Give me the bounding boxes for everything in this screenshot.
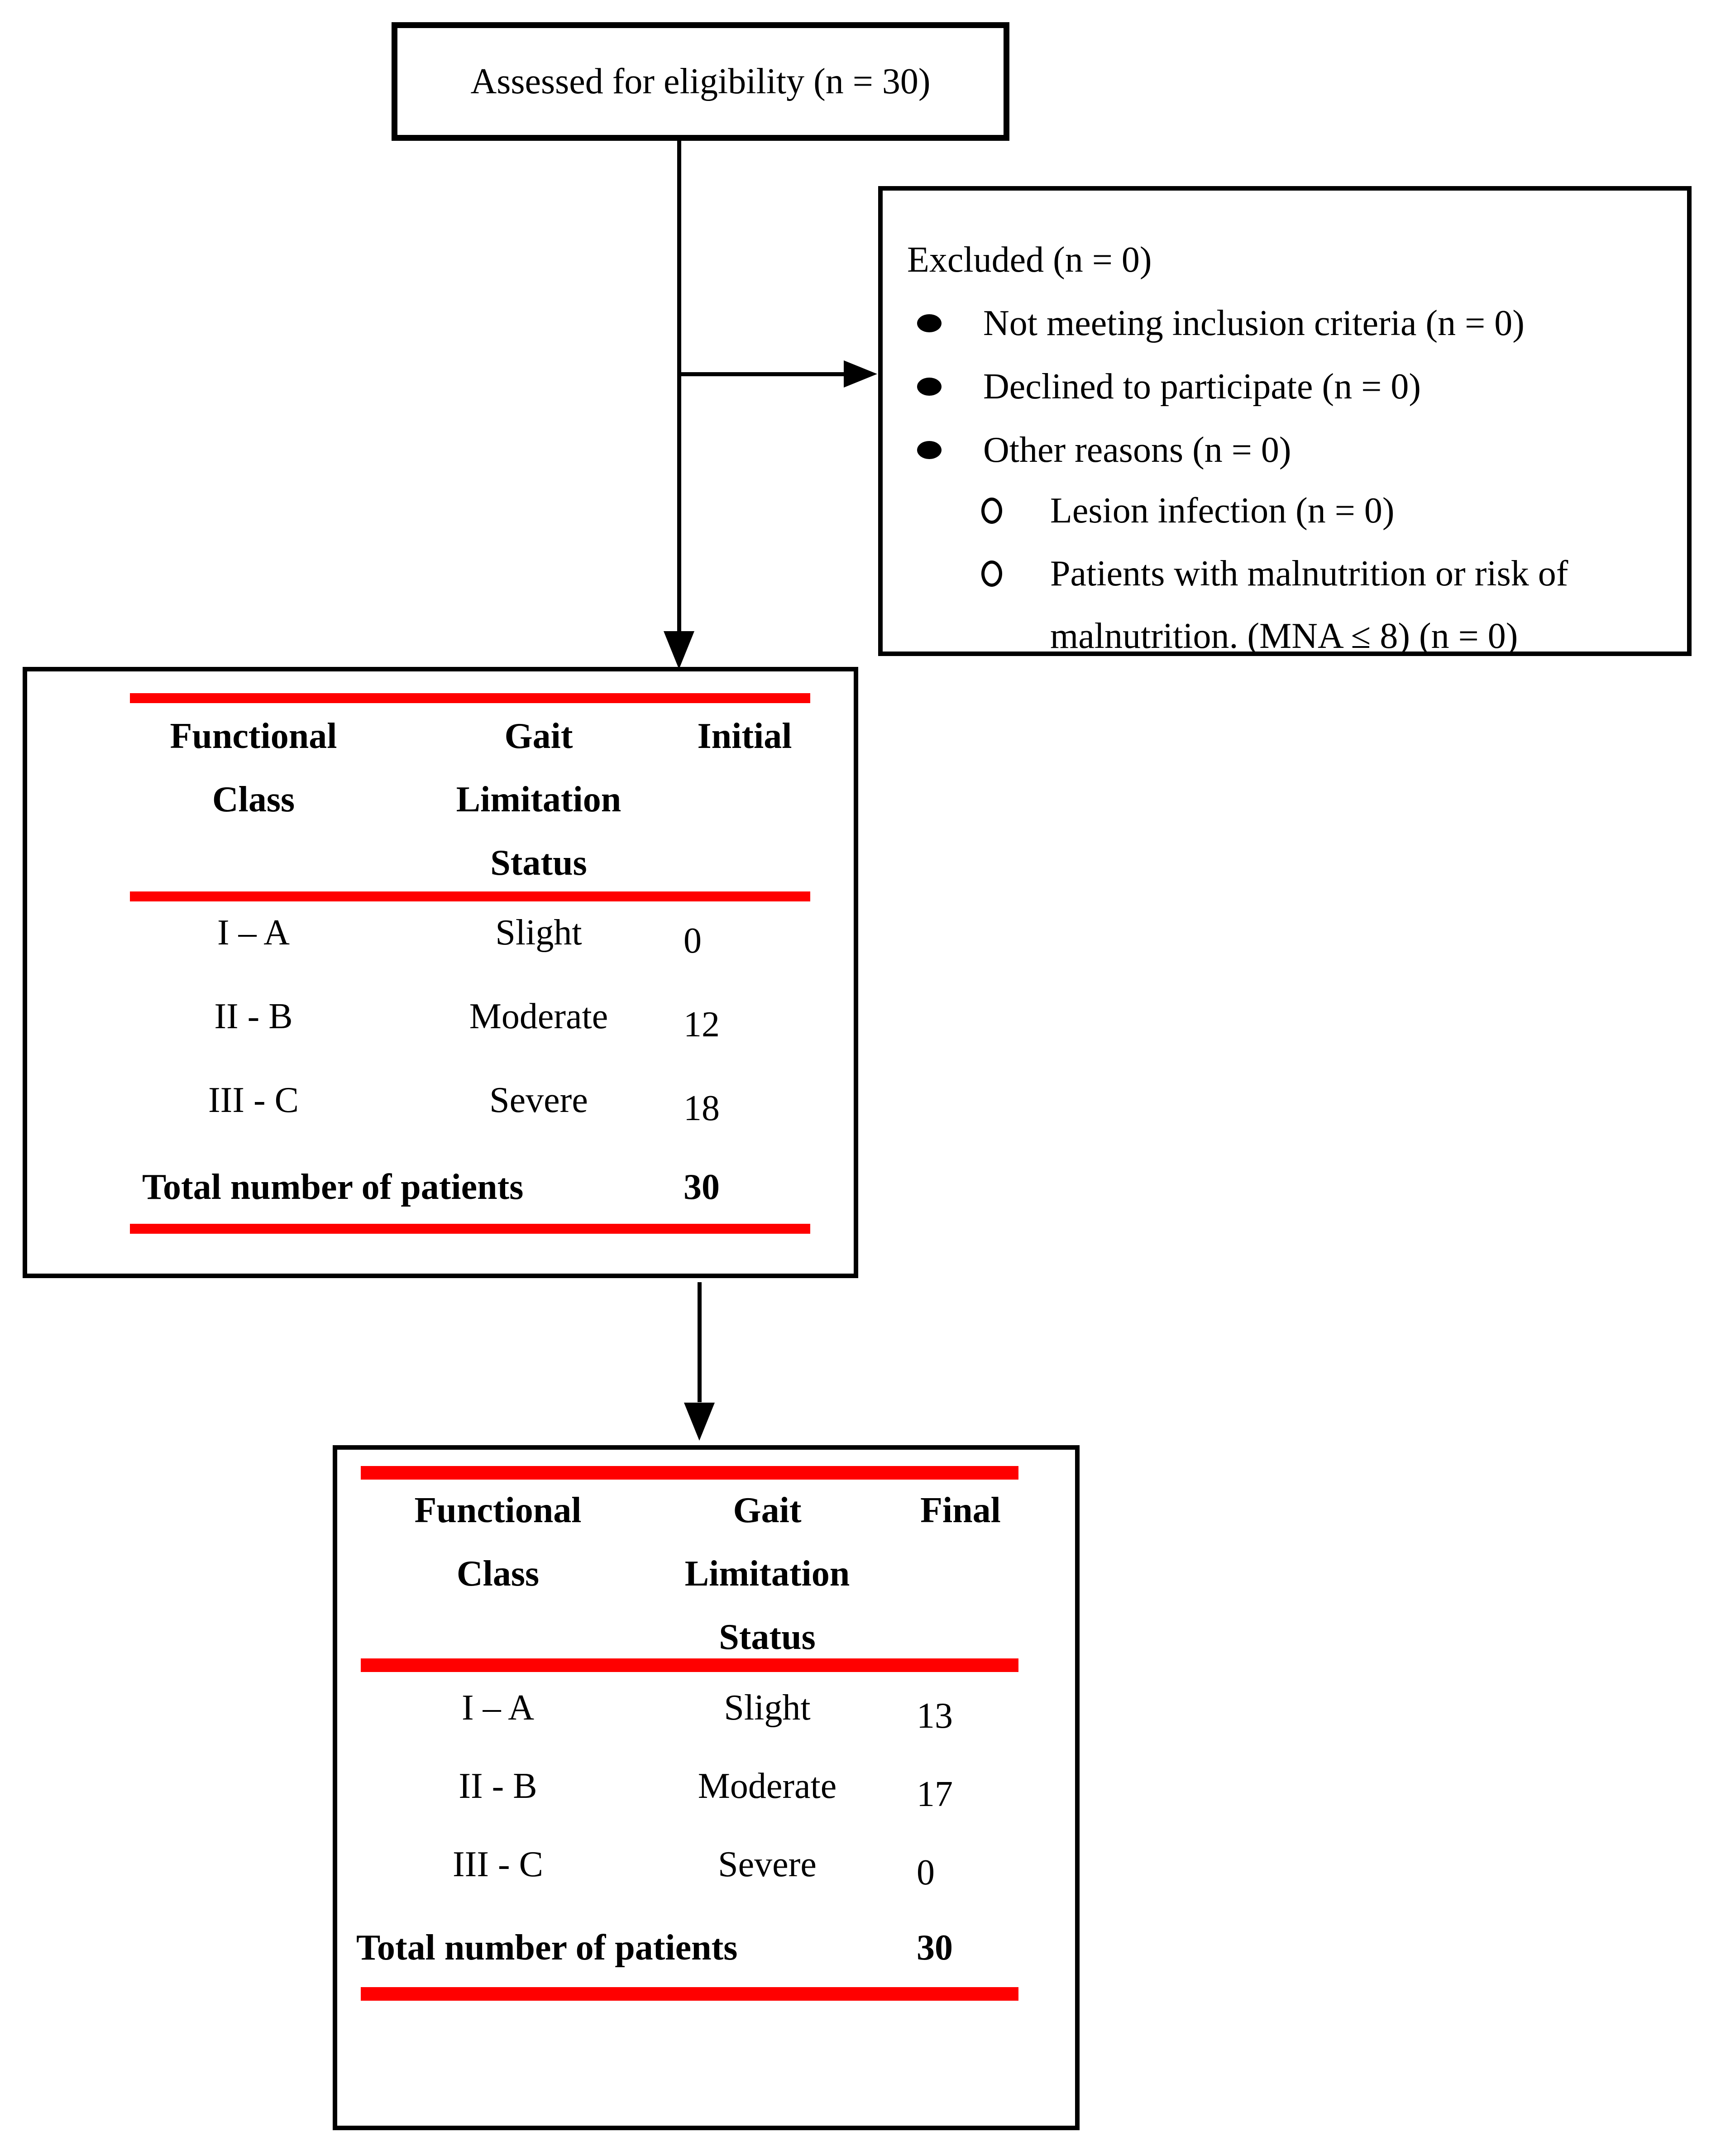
table-row-class: III - C [453,1845,543,1884]
excluded-bullet-label: Other reasons (n = 0) [983,430,1291,470]
arrowhead-down-1-icon [664,631,694,669]
table-row-status: Slight [724,1688,811,1728]
table-row-class: II - B [459,1766,537,1806]
red-rule-header [361,1658,1018,1672]
bullet-circle-icon [981,498,1002,524]
total-patients-label: Total number of patients [356,1928,738,1968]
column-header-functional-class: Functional Class [170,716,337,819]
table-row-status: Slight [495,913,582,953]
arrowhead-right-icon [844,360,877,388]
table-row-status: Severe [718,1845,817,1884]
column-header-gait-limitation-status: Gait Limitation Status [684,1490,850,1657]
table-row-count: 0 [684,921,702,961]
flow-line-horizontal [677,372,846,376]
column-header-initial: Initial [697,716,792,756]
flow-line-vertical-2 [698,1282,702,1402]
arrowhead-down-2-icon [684,1403,715,1441]
excluded-bullet-item [917,425,1291,475]
excluded-title: Excluded (n = 0) [907,240,1152,280]
total-patients-value: 30 [684,1167,720,1207]
excluded-bullet-label: Not meeting inclusion criteria (n = 0) [983,303,1525,343]
flow-line-vertical-1 [677,140,681,633]
table-row-status: Severe [489,1080,588,1120]
table-row-count: 0 [917,1853,935,1892]
bullet-dot-icon [917,314,942,332]
table-row-status: Moderate [698,1766,837,1806]
excluded-sub-bullet-label: Patients with malnutrition or risk of malnutrition. (MNA ≤ 8) (n = 0) [1050,554,1568,656]
table-row-class: I – A [462,1688,534,1728]
table-row-count: 18 [684,1088,720,1128]
excluded-bullet-label: Declined to participate (n = 0) [983,366,1421,407]
column-header-gait-limitation-status: Gait Limitation Status [456,716,621,883]
column-header-functional-class: Functional Class [414,1490,582,1594]
excluded-bullet-item [917,362,1421,412]
excluded-sub-bullet-item [1050,486,1394,536]
bullet-dot-icon [917,378,942,396]
bullet-dot-icon [917,441,942,459]
table-row-count: 12 [684,1005,720,1044]
table-row-count: 13 [917,1696,953,1736]
red-rule-top [130,693,810,703]
excluded-bullet-item [917,298,1525,348]
total-patients-value: 30 [917,1928,953,1968]
red-rule-bottom [361,1987,1018,2001]
table-row-class: I – A [217,913,290,953]
assessed-eligibility-box [392,22,1009,141]
table-row-class: II - B [214,997,293,1036]
table-row-status: Moderate [469,997,608,1036]
bullet-circle-icon [981,561,1002,587]
excluded-sub-bullet-label: Lesion infection (n = 0) [1050,490,1395,531]
red-rule-bottom [130,1224,810,1234]
assessed-eligibility-label: Assessed for eligibility (n = 30) [470,61,931,101]
excluded-sub-bullet-item [1050,542,1684,667]
column-header-final: Final [920,1490,1001,1530]
total-patients-label: Total number of patients [142,1167,524,1207]
table-row-class: III - C [208,1080,299,1120]
red-rule-header [130,891,810,901]
table-row-count: 17 [917,1774,953,1814]
red-rule-top [361,1466,1018,1480]
